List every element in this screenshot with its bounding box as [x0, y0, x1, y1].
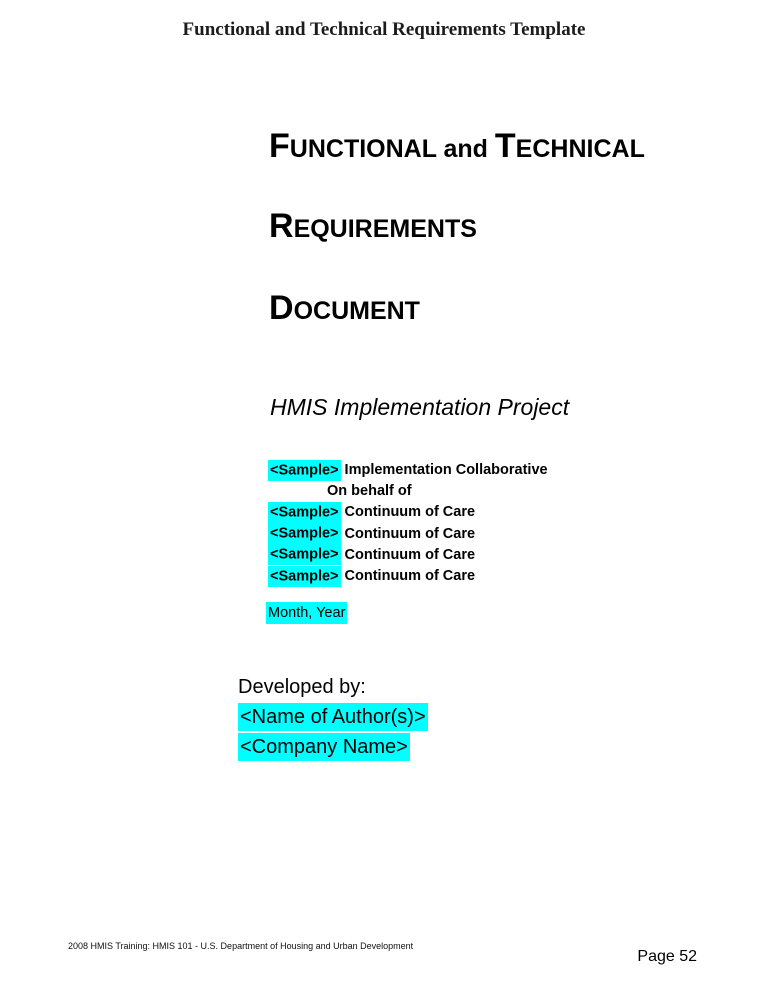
developed-by-label: Developed by:: [238, 676, 366, 698]
company-placeholder-line: [238, 732, 428, 762]
footer-training-credit: 2008 HMIS Training: HMIS 101 - U.S. Department of Housing and Urban Development: [68, 941, 414, 951]
continuum-of-care-line: [268, 545, 548, 566]
continuum-of-care-text: Continuum of Care: [344, 504, 476, 521]
continuum-of-care-line: [268, 566, 548, 587]
title-line-document: [269, 291, 420, 328]
title-rest-echnical: ECHNICAL: [515, 135, 645, 163]
subtitle-project-name: HMIS Implementation Project: [270, 394, 570, 420]
on-behalf-of-line: On behalf of: [327, 483, 412, 500]
implementation-collaborative-text: Implementation Collaborative: [344, 462, 548, 478]
continuum-of-care-line: [268, 524, 548, 545]
sample-tag-highlight: <Sample>: [268, 544, 341, 565]
title-connector-and: and: [436, 135, 495, 163]
running-header: Functional and Technical Requirements Template: [182, 19, 586, 40]
page-number: Page 52: [637, 948, 697, 965]
continuum-of-care-line: [268, 502, 548, 523]
sample-tag-highlight: <Sample>: [268, 502, 341, 523]
developed-by-block: [238, 672, 428, 762]
title-initial-r: R: [269, 207, 294, 245]
title-initial-f: F: [269, 127, 290, 165]
implementation-collaborative-line: [268, 460, 548, 481]
continuum-of-care-text: Continuum of Care: [344, 568, 476, 585]
title-rest-ocument: OCUMENT: [293, 297, 420, 325]
sample-tag-highlight: <Sample>: [268, 460, 341, 481]
title-rest-equirements: EQUIREMENTS: [293, 215, 477, 243]
company-placeholder-highlight: <Company Name>: [238, 733, 410, 761]
sample-tag-highlight: <Sample>: [268, 523, 341, 544]
author-placeholder-highlight: <Name of Author(s)>: [238, 703, 428, 731]
title-initial-d: D: [269, 289, 294, 327]
title-initial-t: T: [494, 127, 516, 165]
author-placeholder-line: [238, 702, 428, 732]
title-line-functional-technical: [269, 129, 645, 166]
continuum-of-care-text: Continuum of Care: [344, 525, 476, 542]
date-placeholder-highlight: Month, Year: [266, 602, 347, 624]
title-line-requirements: [269, 209, 477, 246]
date-placeholder-line: [266, 603, 347, 624]
continuum-of-care-text: Continuum of Care: [344, 546, 476, 563]
sample-tag-highlight: <Sample>: [268, 566, 341, 587]
title-rest-unctional: UNCTIONAL: [289, 135, 437, 163]
collaborative-block: [268, 460, 548, 587]
